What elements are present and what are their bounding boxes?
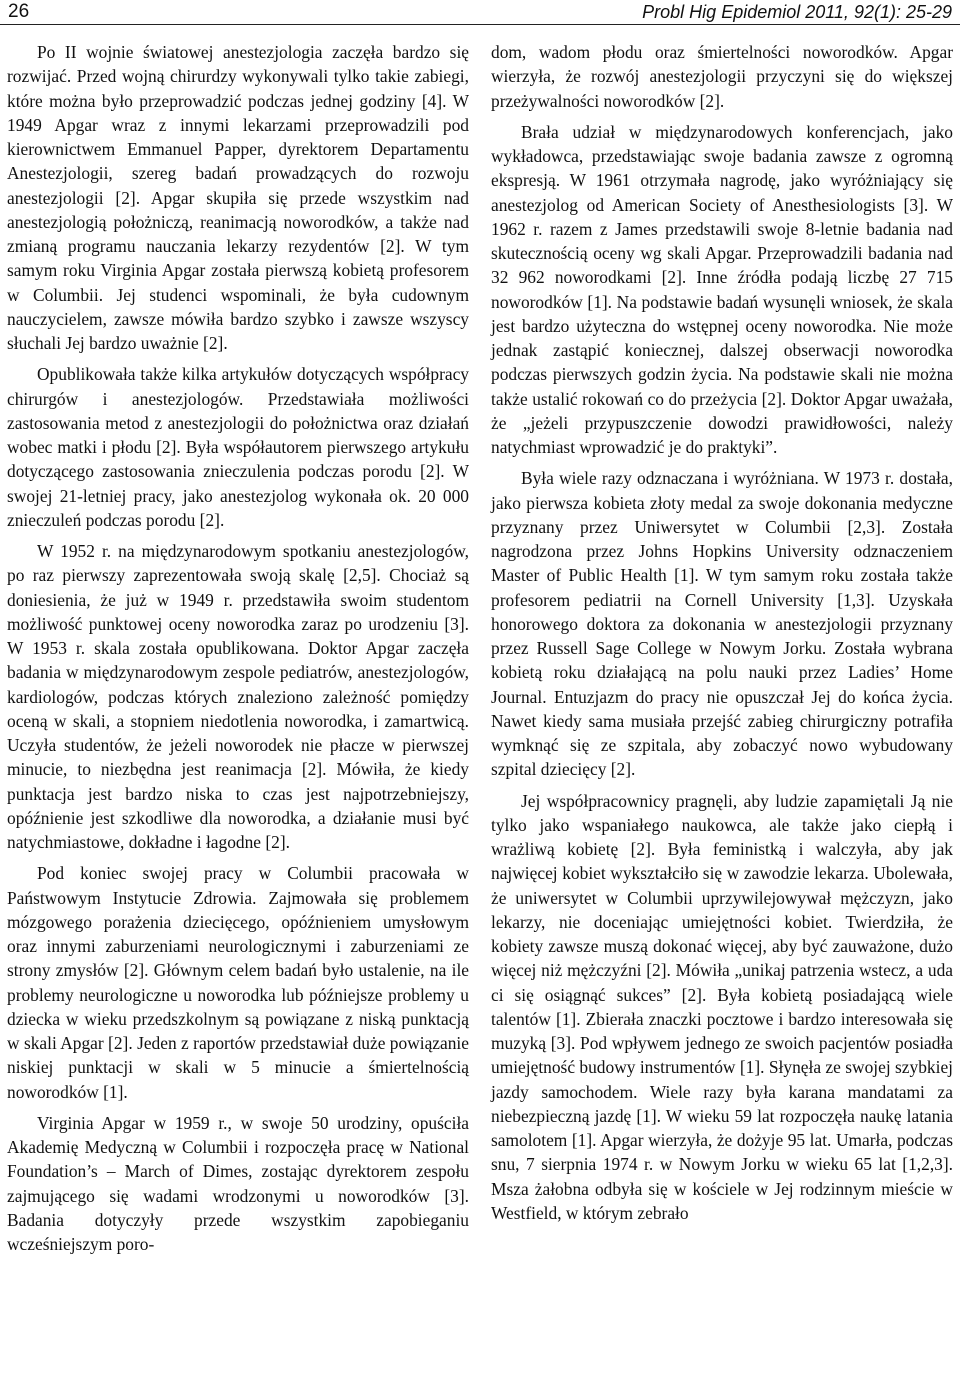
page-header (0, 0, 960, 26)
paragraph: dom, wadom płodu oraz śmiertelności noworodków. Apgar wierzyła, że rozwój anestezjologii przyczyni się do większej przeżywalności noworodków [2]. (491, 42, 953, 111)
paragraph: Brała udział w międzynarodowych konferencjach, jako wykładowca, przedstawiając swoje badania zawsze z ogromną ekspresją. W 1961 otrzymała nagrodę, jako wyróżniający się anestezjolog od American Society of Anesthesiologists [3]. W 1962 r. razem z James przedstawili swoje 8-letnie badania nad skutecznością oceny wg skali Apgar. Przeprowadzili badania nad 32 962 noworodkami [2]. Inne źródła podają liczbę 27 715 noworodków [1]. Na podstawie badań wysunęli wniosek, że skala jest bardzo użyteczna do wstępnej oceny noworodka. Nie może jednak zastąpić koniecznej, dalszej obserwacji noworodka podczas pierwszych godzin życia. Na podstawie skali nie można także ustalić rokowań co do przeżycia [2]. Doktor Apgar uważała, że „jeżeli przypuszczenie dowodzi prawidłowości, należy natychmiast wprowadzić je do praktyki”. (491, 121, 953, 457)
paragraph: Opublikowała także kilka artykułów dotyczących współpracy chirurgów i anestezjologów. Przedstawiała możliwości zastosowania metod z anestezjologii do położnictwa oraz działań wobec matki i płodu [2]. Była współautorem pierwszego artykułu dotyczącego zastosowania znieczulenia podczas porodu [2]. W swojej 21-letniej pracy, jako anestezjolog wykonała ok. 20 000 znieczuleń podczas porodu [2]. (7, 364, 469, 530)
paragraph: W 1952 r. na międzynarodowym spotkaniu anestezjologów, po raz pierwszy zaprezentowała swoją skalę [2,5]. Chociaż są doniesienia, że już w 1949 r. przedstawiła swoim studentom możliwość punktowej oceny noworodka zaraz po urodzeniu [3]. W 1953 r. skala została opublikowana. Doktor Apgar zaczęła badania w międzynarodowym zespole pediatrów, anestezjologów, kardiologów, podczas których znaleziono zależność pomiędzy oceną w skali, a stopniem niedotlenia noworodka, i zamartwicą. Uczyła studentów, że jeżeli noworodek nie płacze w pierwszej minucie, to niezbędna jest reanimacja [2]. Mówiła, że kiedy punktacja jest bardzo niska to czas jest najpotrzebniejszy, opóźnienie jest szkodliwe dla noworodka, a działanie musi być natychmiastowe, dokładne i łagodne [2]. (7, 541, 469, 852)
paragraph: Pod koniec swojej pracy w Columbii pracowała w Państwowym Instytucie Zdrowia. Zajmowała się problemem mózgowego porażenia dziecięcego, opóźnieniem umysłowym oraz innymi zaburzeniami neurologicznymi i zaburzeniami ze strony zmysłów [2]. Głównym celem badań było ustalenie, na ile problemy neurologiczne u noworodka lub późniejsze problemy u dziecka w wieku przedszkolnym są powiązane z niską punktacją w skali Apgar [2]. Jeden z raportów przedstawiał duże powiązanie niskiej punktacji w skali w 5 minucie a śmiertelnością noworodków [1]. (7, 863, 469, 1102)
paragraph: Po II wojnie światowej anestezjologia zaczęła bardzo się rozwijać. Przed wojną chirurdzy wykonywali tylko takie zabiegi, które można było przeprowadzić podczas jednej godziny [4]. W 1949 Apgar wraz z innymi lekarzami przeprowadzili pod kierownictwem Emmanuel Papper, dyrektorem Departamentu Anestezjologii, szereg badań prowadzących do rozwoju anestezjologii [2]. Apgar skupiła się przede wszystkim nad anestezjologią położniczą, reanimacją noworodków, a także nad zmianą programu nauczania lekarzy rezydentów [2]. W tym samym roku Virginia Apgar została pierwszą kobietą profesorem w Columbii. Jej studenci wspominali, że była cudownym nauczycielem, zawsze mówiła bardzo szybko i zawsze wszyscy słuchali Jej bardzo uważnie [2]. (7, 42, 469, 353)
journal-citation: Probl Hig Epidemiol 2011, 92(1): 25-29 (642, 2, 952, 22)
left-column (7, 40, 469, 1263)
page-number: 26 (8, 1, 30, 22)
paragraph: Była wiele razy odznaczana i wyróżniana. W 1973 r. dostała, jako pierwsza kobieta złoty medal za swoje dokonania medyczne przyznany przez Uniwersytet w Columbii [2,3]. Została nagrodzona przez Johns Hopkins University odznaczeniem Master of Public Health [1]. W tym samym roku została także profesorem pediatrii na Cornell University [1,3]. Uzyskała honorowego doktora za dokonania w anestezjologii przyznany przez Russell Sage College w Nowym Jorku. Została wybrana kobietą roku działającą na polu nauki przez Ladies’ Home Journal. Entuzjazm do pracy nie opuszczał Jej do końca życia. Nawet kiedy sama musiała przejść zabieg chirurgiczny potrafiła wymknąć się ze szpitala, aby zobaczyć nowo wybudowany szpital dziecięcy [2]. (491, 468, 953, 780)
paragraph: Virginia Apgar w 1959 r., w swoje 50 urodziny, opuściła Akademię Medyczną w Columbii i rozpoczęła pracę w National Foundation’s – March of Dimes, zostając dyrektorem zespołu zajmującego się wadami wrodzonymi u noworodków [3]. Badania dotyczyły przede wszystkim zapobieganiu wcześniejszym poro- (7, 1112, 469, 1254)
right-column (491, 40, 953, 1232)
paragraph: Jej współpracownicy pragnęli, aby ludzie zapamiętali Ją nie tylko jako wspaniałego naukowca, ale także jako ciepłą i wrażliwą kobietę [2]. Była feministką i walczyła, aby jak najwięcej kobiet wykształciło się w zawodzie lekarza. Ubolewała, że uniwersytet w Columbii uprzywilejowywał mężczyzn, jako lekarzy, nie doceniając umiejętności kobiet. Twierdziła, że kobiety zawsze muszą dokonać więcej, aby być zauważone, dużo więcej niż mężczyźni [2]. Mówiła „unikaj patrzenia wstecz, a uda ci się osiągnąć sukces” [2]. Była kobietą posiadającą wiele talentów [1]. Zbierała znaczki pocztowe i bardzo interesowała się muzyką [3]. Pod wpływem jednego ze swoich pacjentów posiadła umiejętność budowy instrumentów [1]. Słynęła ze swojej szybkiej jazdy samochodem. Wiele razy była karana mandatami za niebezpieczną jazdę [1]. W wieku 59 lat rozpoczęła naukę latania samolotem [1]. Apgar wierzyła, że dożyje 95 lat. Umarła, podczas snu, 7 sierpnia 1974 r. w Nowym Jorku w wieku 65 lat [1,2,3]. Msza żałobna odbyła się w kościele w Jej rodzinnym mieście w Westfield, w którym zebrało (491, 790, 953, 1223)
header-rule (0, 24, 960, 25)
